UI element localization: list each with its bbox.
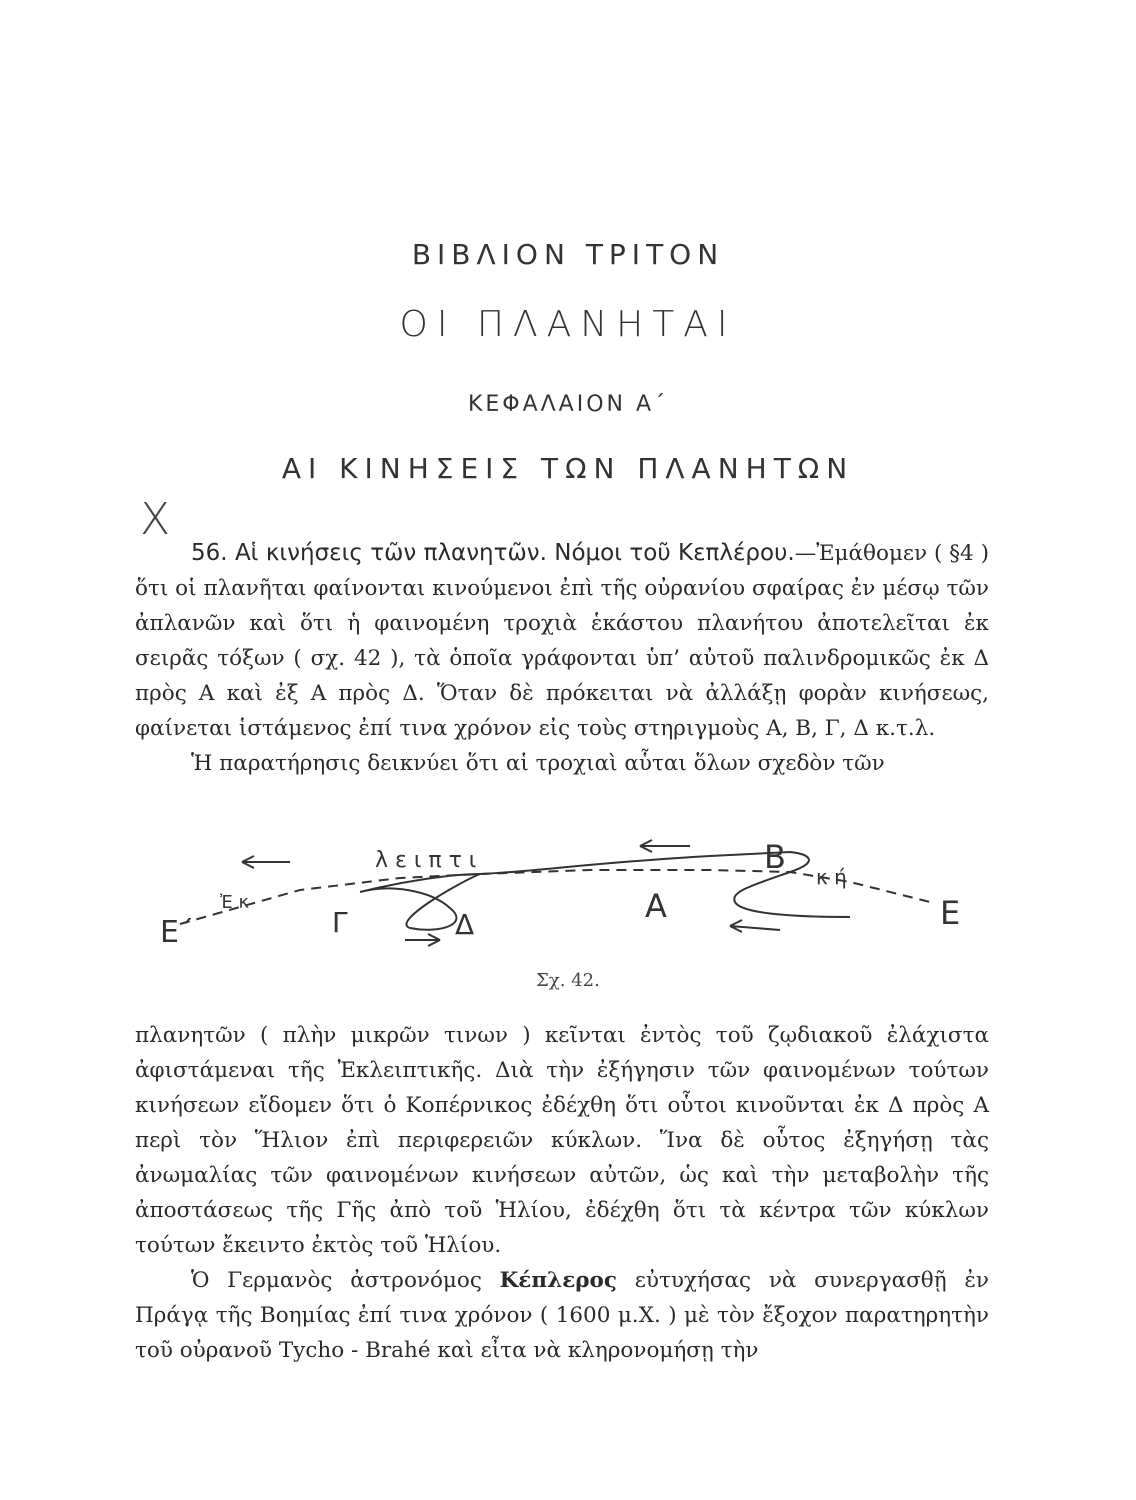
chapter-title: ΑΙ ΚΙΝΗΣΕΙΣ ΤΩΝ ΠΛΑΝΗΤΩΝ — [281, 452, 855, 485]
handwritten-margin-mark: X — [140, 494, 171, 545]
continuation-paragraph-1: πλανητῶν ( πλὴν μικρῶν τινων ) κεῖνται ἐντὸς τοῦ ζῳδιακοῦ ἐλάχιστα ἀφιστάμεναι τῆς Ἐκλειπτικῆς. Διὰ τὴν ἐξήγησιν τῶν φαινομένων τούτων κινήσεων εἴδομεν ὅτι ὁ Κοπέρνικος ἐδέχθη ὅτι οὗτοι κινοῦνται ἐκ Δ πρὸς Α περὶ τὸν Ἥλιον ἐπὶ περιφερειῶν κύκλων. Ἵνα δὲ οὗτος ἐξηγήσῃ τὰς ἀνωμαλίας τῶν φαινομένων κινήσεων αὐτῶν, ὡς καὶ τὴν μεταβολὴν τῆς ἀποστάσεως τῆς Γῆς ἀπὸ τοῦ Ἡλίου, ἐδέχθη ὅτι τὰ κέντρα τῶν κύκλων τούτων ἔκειντο ἐκτὸς τοῦ Ἡλίου. — [135, 1023, 989, 1258]
book-title: ΒΙΒΛΙΟΝ ΤΡΙΤΟΝ — [411, 238, 725, 271]
label-b: Β — [764, 838, 786, 876]
paragraph-2-rest: εὐτυχήσας νὰ συνεργασθῇ ἐν Πράγᾳ τῆς Βοημίας ἐπί τινα χρόνον ( 1600 μ.Χ. ) μὲ τὸν ἔξοχον παρατηρητὴν τοῦ οὐρανοῦ Tycho - Brahé καὶ εἶτα νὰ κληρονομήσῃ τὴν — [135, 1268, 989, 1363]
chapter-label: ΚΕΦΑΛΑΙΟΝ Α΄ — [467, 392, 669, 417]
continuation-text — [135, 1018, 989, 1368]
part-title: ΟΙ ΠΛΑΝΗΤΑΙ — [399, 304, 737, 345]
paragraph-2-start: Ὁ Γερμανὸς ἀστρονόμος — [191, 1268, 500, 1293]
arrow-upper-right — [640, 840, 690, 852]
figure-42-diagram — [150, 812, 990, 972]
label-gamma: Γ — [332, 906, 348, 939]
label-e-left: Ε΄ — [160, 915, 194, 950]
label-ecliptic-top: λ ε ι π τ ι — [375, 848, 477, 873]
arrow-lower-right — [730, 920, 780, 932]
section-heading: 56. Αἱ κινήσεις τῶν πλανητῶν. Νόμοι τοῦ Κεπλέρου. — [191, 540, 795, 566]
label-a: Α — [645, 887, 667, 925]
section-paragraph-2: Ἡ παρατήρησις δεικνύει ὅτι αἱ τροχιαὶ αὗται ὅλων σχεδὸν τῶν — [191, 751, 885, 776]
section-56 — [135, 536, 989, 781]
label-ecliptic-right: κ ή — [816, 865, 847, 889]
figure-caption: Σχ. 42. — [536, 970, 600, 991]
label-delta: Δ — [455, 908, 475, 941]
label-e-right: Ε — [940, 894, 961, 932]
section-text: —Ἐμάθομεν ( §4 ) ὅτι οἱ πλανῆται φαίνονται κινούμενοι ἐπὶ τῆς οὐρανίου σφαίρας ἐν μέσῳ τῶν ἀπλανῶν καὶ ὅτι ἡ φαινομένη τροχιὰ ἑκάστου πλανήτου ἀποτελεῖται ἐκ σειρᾶς τόξων ( σχ. 42 ), τὰ ὁποῖα γράφονται ὑπ’ αὐτοῦ παλινδρομικῶς ἐκ Δ πρὸς Α καὶ ἐξ Α πρὸς Δ. Ὅταν δὲ πρόκειται νὰ ἀλλάξῃ φορὰν κινήσεως, φαίνεται ἱστάμενος ἐπί τινα χρόνον εἰς τοὺς στηριγμοὺς Α, Β, Γ, Δ κ.τ.λ. — [135, 541, 990, 741]
arrow-lower-middle — [405, 934, 440, 946]
continuation-paragraph-2 — [135, 1263, 989, 1368]
label-ecliptic-left: Ἐ κ — [220, 892, 250, 913]
arrow-upper-left — [242, 856, 290, 868]
kepler-name: Κέπλερος — [499, 1268, 617, 1293]
